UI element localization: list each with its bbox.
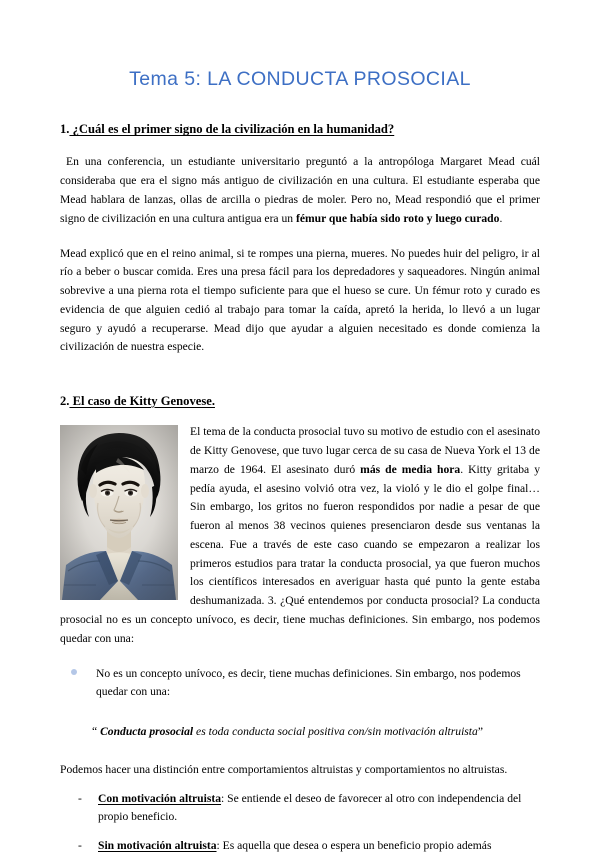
paragraph-mead-question [60, 138, 540, 228]
dash-marker-icon: - [78, 792, 82, 806]
section-2-number: 2. [60, 394, 70, 409]
dash-item-con-motivacion-body: : Se entiende el deseo de favorecer al otro con independencia del propio beneficio. [98, 792, 522, 824]
dash-item-sin-motivacion [60, 826, 540, 855]
kitty-genovese-portrait [60, 425, 178, 600]
quote-open-mark: “ [92, 725, 98, 739]
dash-item-con-motivacion [60, 779, 540, 826]
dash-marker-icon-2: - [78, 839, 82, 853]
paragraph-distincion: Podemos hacer una distinción entre comportamientos altruistas y comportamientos no altruistas. [60, 762, 508, 776]
section-heading-1 [60, 91, 540, 138]
list-item-definiciones [60, 649, 540, 703]
bullet-dot-icon [60, 665, 96, 684]
kitty-genovese-block [60, 410, 540, 648]
page-title: Tema 5: LA CONDUCTA PROSOCIAL [129, 68, 471, 90]
dash-item-sin-motivacion-text [98, 837, 540, 855]
quote-bold-term: Conducta prosocial [100, 725, 194, 739]
section-2-heading-text: El caso de Kitty Genovese. [69, 394, 215, 409]
portrait-vignette [60, 425, 178, 600]
section-heading-2 [60, 357, 540, 410]
dash-item-con-motivacion-label: Con motivación altruista [98, 792, 222, 806]
list-item-definiciones-text: No es un concepto unívoco, es decir, tiene muchas definiciones. Sin embargo, nos podemos quedar con una: [96, 666, 521, 699]
paragraph-mead-question-part1: En una conferencia, un estudiante universitario preguntó a la antropóloga Margaret Mead cuál consideraba que era el signo más antiguo de civilización en una cultura. El estudiante esperaba que Mead hablara de lanzas, ollas de arcilla o piedras de moler. Pero no, Mead respondió que el primer signo de civilización en una cultura antigua era un [60, 155, 540, 225]
paragraph-kitty-part2: . Kitty gritaba y pedía ayuda, el asesino volvió otra vez, la violó y le dio el golpe final… Sin embargo, los gritos no fueron respondidos por nadie a pesar de que fueron al menos 38 vecinos quienes presenciaron desde sus ventanas la escena. Fue a través de este caso cuando se empezaron a realizar los primeros estudios para tratar la conducta prosocial, ya que fueron muchos los científicos interesados en averiguar hasta qué punto la gente estaba deshumanizada. 3. ¿Qué entendemos por conducta prosocial? La conducta prosocial no es un concepto unívoco, es decir, tiene muchas definiciones. Sin embargo, nos podemos quedar con una: [60, 462, 540, 645]
dash-item-sin-motivacion-label: Sin motivación altruista [98, 839, 217, 853]
section-1-number: 1. [60, 122, 70, 137]
dash-item-sin-motivacion-body: : Es aquella que desea o espera un beneficio propio además [216, 839, 492, 853]
paragraph-kitty-bold: más de media hora [360, 462, 461, 476]
paragraph-kitty-part1: El tema de la conducta prosocial tuvo su motivo de estudio con el asesinato de Kitty Genovese, que tuvo lugar cerca de su casa de Nueva York el 13 de marzo de 1964. El asesinato duró [190, 425, 540, 476]
dash-item-con-motivacion-text [98, 790, 540, 826]
quote-conducta-prosocial [60, 702, 540, 742]
paragraph-mead-question-part2: . [499, 211, 503, 225]
paragraph-mead-question-bold: fémur que había sido roto y luego curado [295, 211, 500, 225]
paragraph-mead-explanation: Mead explicó que en el reino animal, si te rompes una pierna, mueres. No puedes huir del peligro, ir al río a beber o buscar comida. Eres una presa fácil para los depredadores y saqueadores. Ningún animal sobrevive a una pierna rota el tiempo suficiente para que el hueso se cure. Un fémur roto y curado es evidencia de que alguien cedió al trabajo para tomar la caída, apretó la herida, lo llevó a un lugar seguro y ayudó a recuperarse. Mead dijo que ayudar a alguien necesitado es donde comienza la civilización de nuestra especie. [60, 246, 540, 354]
section-1-heading-text: ¿Cuál es el primer signo de la civilización en la humanidad? [69, 122, 395, 137]
quote-close-mark: ” [477, 725, 483, 739]
quote-rest: es toda conducta social positiva con/sin motivación altruista [193, 725, 478, 739]
